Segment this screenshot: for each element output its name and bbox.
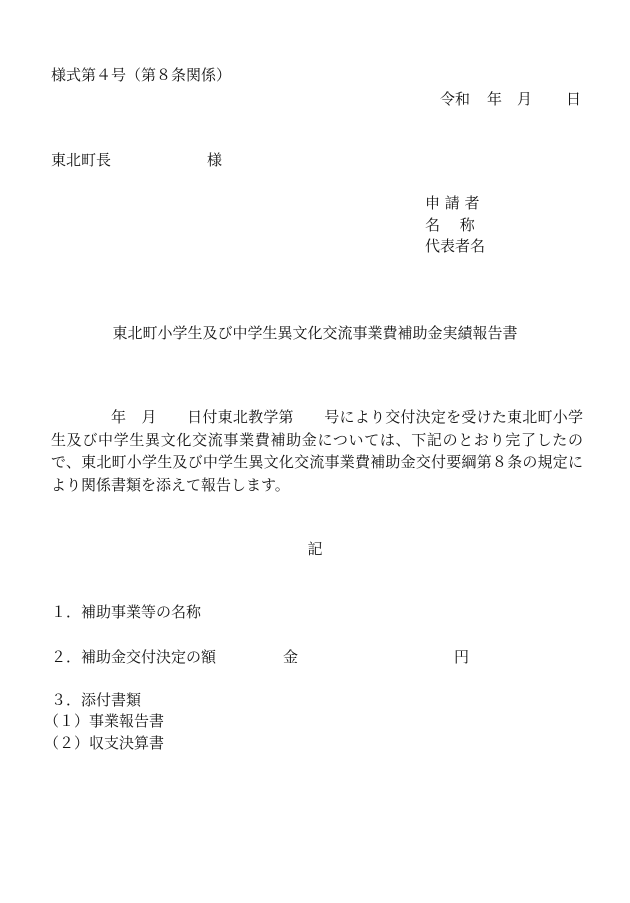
date-era: 令和 <box>440 90 471 108</box>
name-label: 名 称 <box>425 216 475 234</box>
item-grant-amount-label: ２．補助金交付決定の額 <box>51 648 217 666</box>
body-paragraph: 年 月 日付東北教学第 号により交付決定を受けた東北町小学生及び中学生異文化交流事業費補助金については、下記のとおり完了したので、東北町小学生及び中学生異文化交流事業費補助金交付要綱第８条の規定により関係書類を添えて報告します。 <box>51 408 583 494</box>
addressee-name: 東北町長 <box>51 151 112 169</box>
applicant-label: 申 請 者 <box>425 194 480 212</box>
amount-unit: 円 <box>454 648 470 666</box>
item-attachments: ３．添付書類 <box>51 691 142 709</box>
ki-heading: 記 <box>307 540 323 558</box>
date-year: 年 <box>487 90 503 108</box>
amount-prefix: 金 <box>283 648 299 666</box>
form-number: 様式第４号（第８条関係） <box>51 66 232 84</box>
addressee-honorific: 様 <box>207 151 223 169</box>
item-project-name: １．補助事業等の名称 <box>51 603 202 621</box>
attachment-business-report: （１）事業報告書 <box>44 712 165 730</box>
date-day: 日 <box>566 90 582 108</box>
attachment-financial-statement: （２）収支決算書 <box>44 734 165 752</box>
representative-label: 代表者名 <box>425 237 486 255</box>
document-title: 東北町小学生及び中学生異文化交流事業費補助金実績報告書 <box>112 324 518 342</box>
date-month: 月 <box>517 90 533 108</box>
